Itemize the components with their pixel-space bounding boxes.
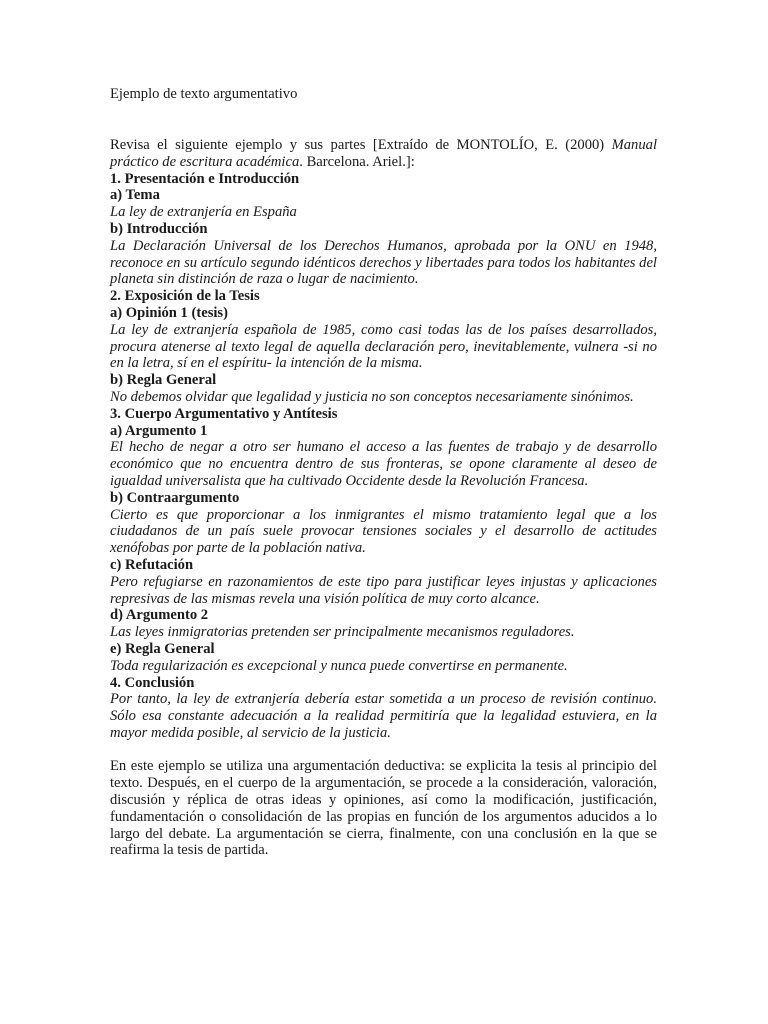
subsection-text: Por tanto, la ley de extranjería debería estar sometida a un proceso de revisión continuo. Sólo esa constante adecuación a la realidad permitiría que la legalidad estuviera, en la mayor medida posible, al servicio de la justicia. — [110, 691, 657, 741]
subsection-text: Cierto es que proporcionar a los inmigrantes el mismo tratamiento legal que a los ciudadanos de un país suele provocar tensiones sociales y el desarrollo de actitudes xenófobas por parte de la población nativa. — [110, 506, 657, 557]
intro-text: Revisa el siguiente ejemplo y sus partes [Extraído de MONTOLÍO, E. (2000) — [110, 137, 612, 153]
document-title: Ejemplo de texto argumentativo — [110, 86, 298, 102]
section-heading: 1. Presentación e Introducción — [110, 170, 300, 187]
section-heading: 3. Cuerpo Argumentativo y Antítesis — [110, 405, 338, 422]
subsection-heading: b) Introducción — [110, 220, 208, 237]
subsection-text: La ley de extranjería en España — [110, 204, 297, 221]
subsection-heading: a) Opinión 1 (tesis) — [110, 304, 228, 321]
subsection-heading: d) Argumento 2 — [110, 607, 209, 624]
book-title: Manual práctico de escritura académica — [110, 137, 657, 170]
subsection-text: Toda regularización es excepcional y nunca puede convertirse en permanente. — [110, 657, 568, 674]
subsection-heading: b) Contraargumento — [110, 489, 240, 506]
subsection-heading: a) Tema — [110, 187, 160, 204]
closing-paragraph: En este ejemplo se utiliza una argumentación deductiva: se explicita la tesis al principio del texto. Después, en el cuerpo de la argumentación, se procede a la consideración, valoración, discusión y réplica de otras ideas y opiniones, así como la modificación, justificación, fundamentación o consolidación de las propias en función de los argumentos aducidos a lo largo del debate. La argumentación se cierra, finalmente, con una conclusión en la que se reafirma la tesis de partida. — [110, 758, 657, 859]
subsection-heading: e) Regla General — [110, 640, 215, 657]
subsection-text: Pero refugiarse en razonamientos de este tipo para justificar leyes injustas y aplicaciones represivas de las mismas revela una visión política de muy corto alcance. — [110, 573, 657, 607]
subsection-text: Las leyes inmigratorias pretenden ser principalmente mecanismos reguladores. — [110, 624, 575, 641]
document-body — [110, 137, 657, 859]
subsection-text: La Declaración Universal de los Derechos Humanos, aprobada por la ONU en 1948, reconoce en su artículo segundo idénticos derechos y libertades para todos los habitantes del planeta sin distinción de raza o lugar de nacimiento. — [110, 237, 657, 288]
subsection-heading: c) Refutación — [110, 556, 194, 573]
intro-citation: . Barcelona. Ariel.]: — [299, 153, 415, 170]
subsection-heading: b) Regla General — [110, 372, 217, 389]
subsection-text: La ley de extranjería española de 1985, como casi todas las de los países desarrollados, procura atenerse al texto legal de aquella declaración pero, inevitablemente, vulnera -si no en la letra, sí en el espíritu- la intención de la misma. — [110, 321, 657, 372]
section-heading: 2. Exposición de la Tesis — [110, 288, 260, 305]
section-heading: 4. Conclusión — [110, 674, 195, 691]
subsection-heading: a) Argumento 1 — [110, 422, 208, 439]
intro-paragraph — [110, 137, 657, 171]
subsection-text: No debemos olvidar que legalidad y justicia no son conceptos necesariamente sinónimos. — [110, 388, 634, 405]
subsection-text: El hecho de negar a otro ser humano el acceso a las fuentes de trabajo y de desarrollo económico que no encuentra dentro de sus fronteras, se opone claramente al deseo de igualdad universalista que ha cultivado Occidente desde la Revolución Francesa. — [110, 439, 657, 489]
